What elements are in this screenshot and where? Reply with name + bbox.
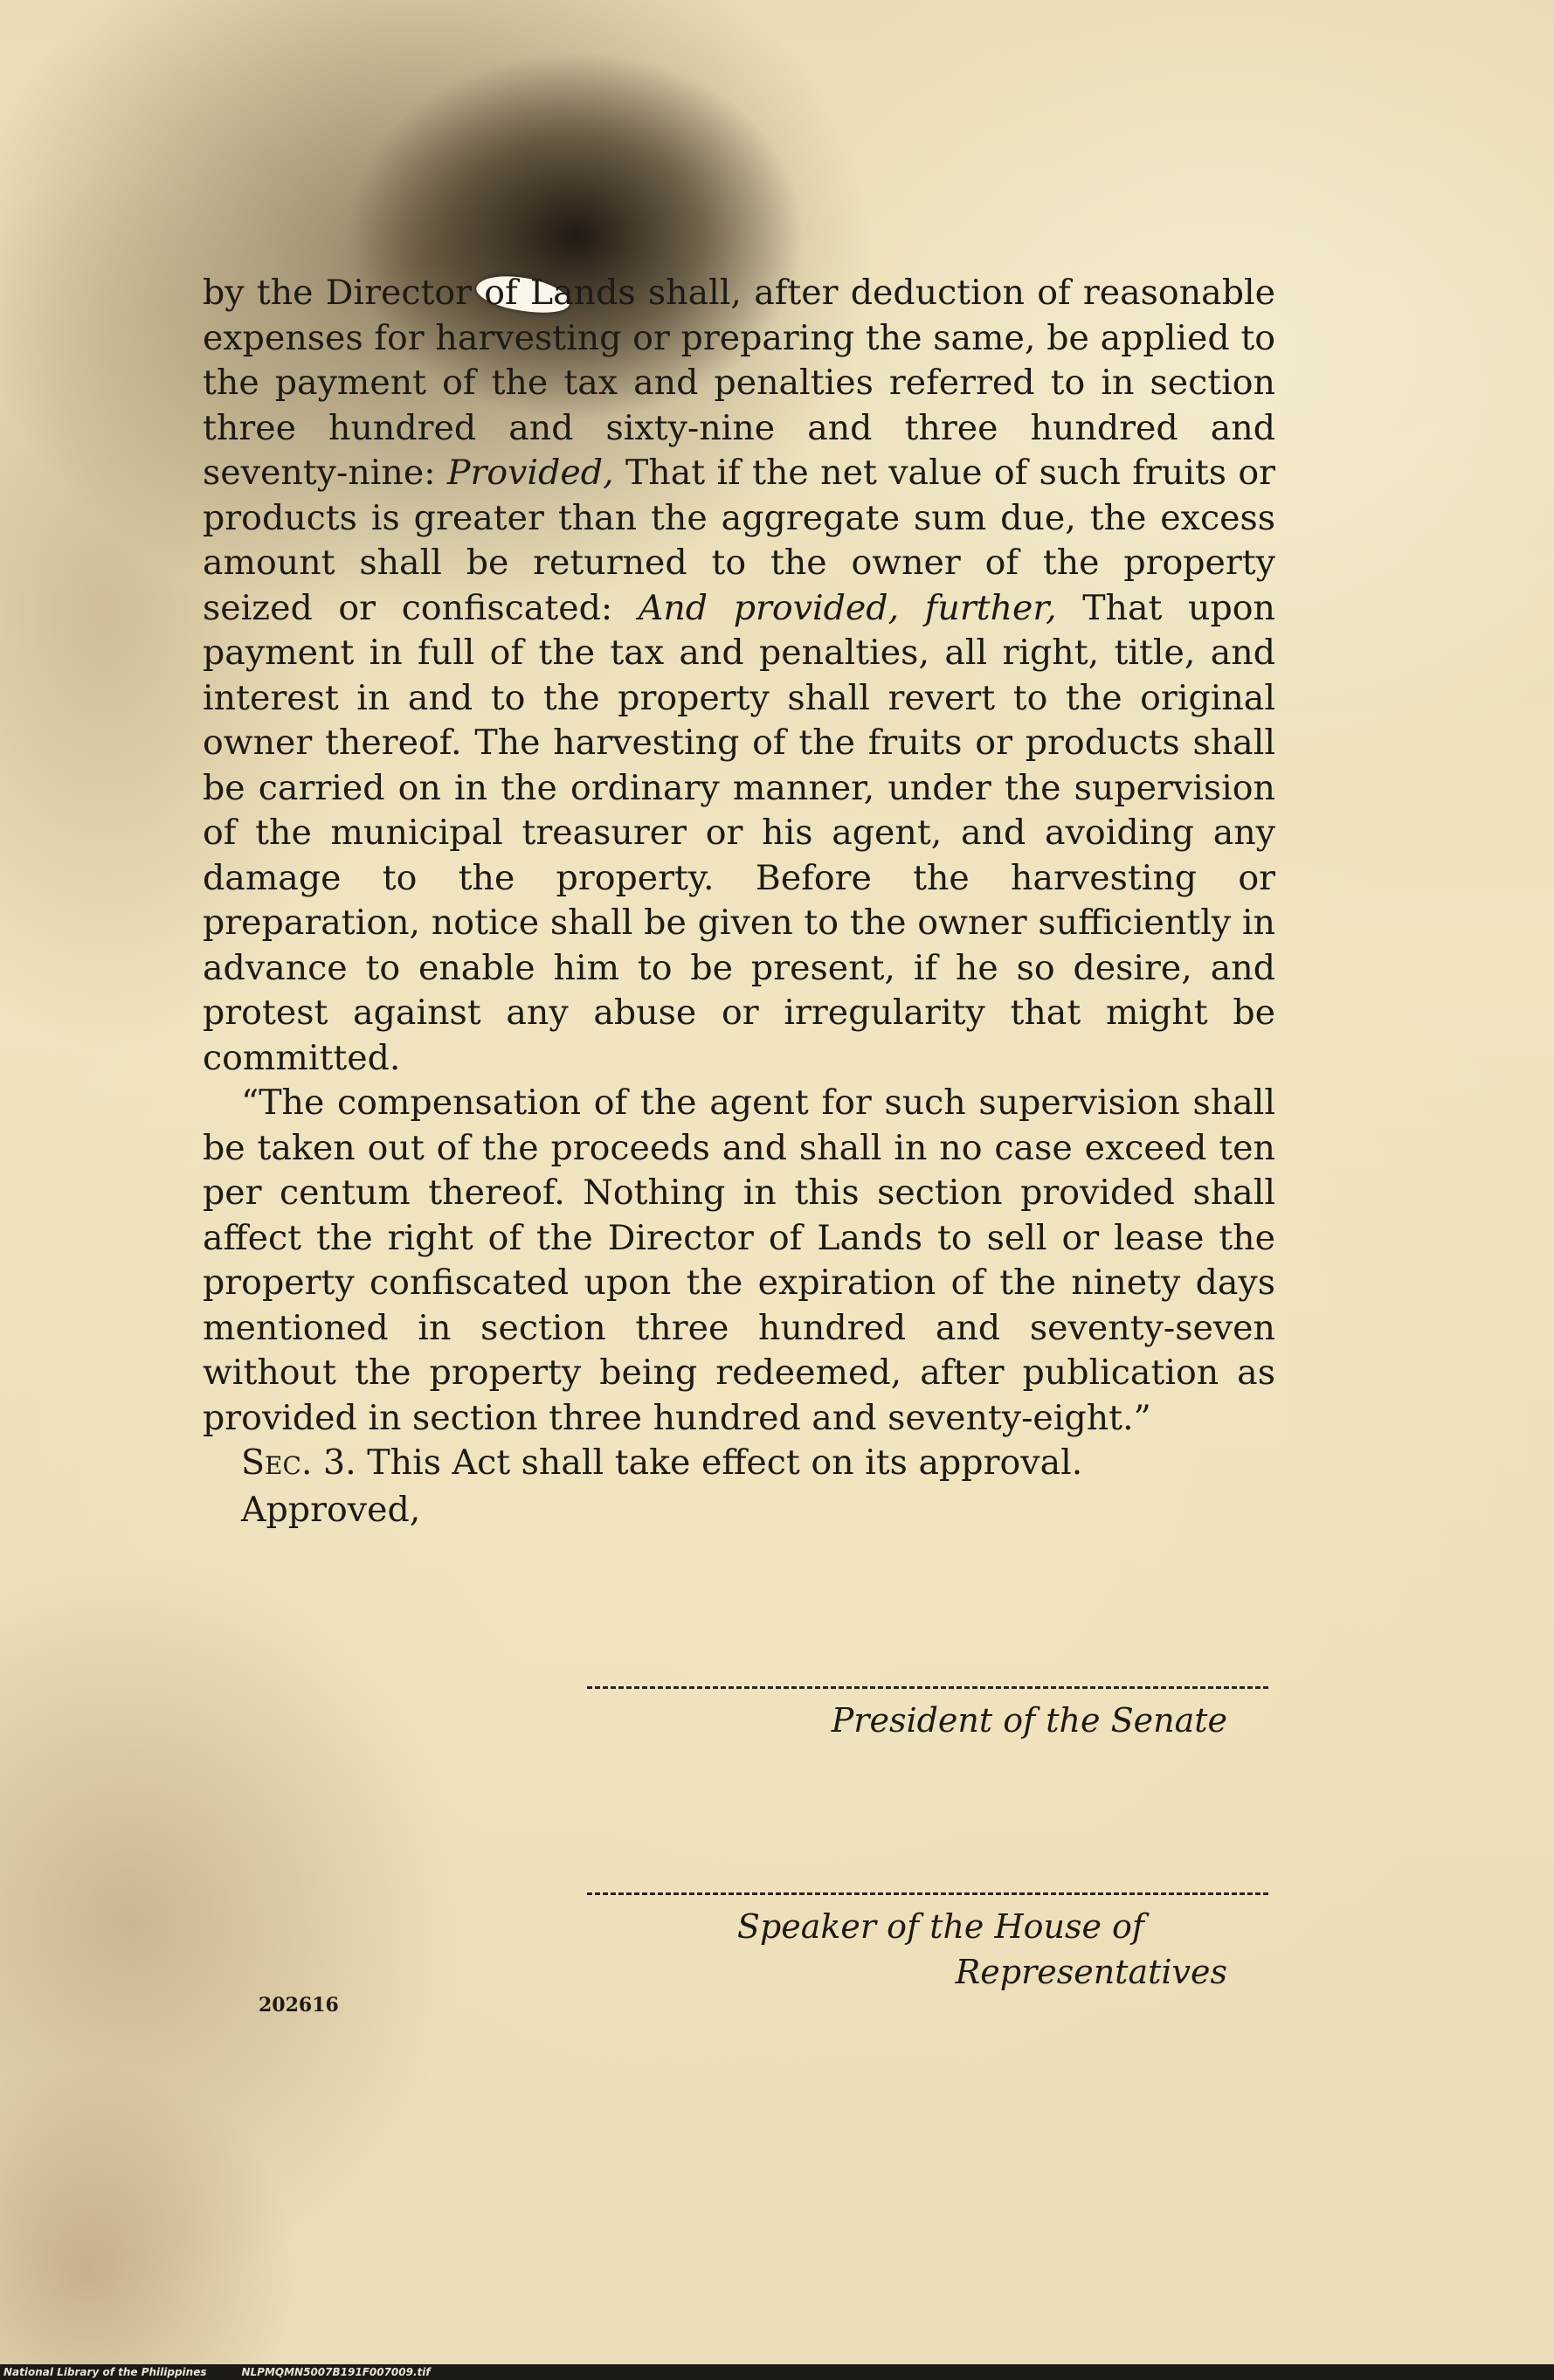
paragraph-compensation: “The compensation of the agent for such supervision shall be taken out of the proceeds and shall in no case exceed ten per centum thereof. Nothing in this section provided shall affect the right of the Director of Lands to sell or lease the property confiscated upon the expiration of the ninety days mentioned in section three hundred and seventy-seven without the property being redeemed, after publication as provided in section three hundred and seventy-eight.” xyxy=(203,1083,1275,1438)
section-label: Sec. 3. xyxy=(241,1443,356,1483)
text-run: This Act shall take effect on its approval. xyxy=(367,1443,1083,1483)
text-run: That upon payment in full of the tax and penalties, all right, title, and interest in and to the property shall revert to the original owner thereof. The harvesting of the fruits or products shall be carried on in the ordinary manner, under the supervision of the municipal treasurer or his agent, and avoiding any damage to the property. Before the harvesting or preparation, notice shall be given to the owner sufficiently in advance to enable him to be present, if he so desire, and protest against any abuse or irregularity that might be committed. xyxy=(203,587,1275,1078)
text-run: That if the net value of such fruits or products is greater than the aggregate sum due, the excess amount shall be returned to the owner of the property seized or confiscated: xyxy=(203,453,1275,628)
signature-title-house-line1: Speaker of the House of xyxy=(736,1907,1144,1946)
document-number: 202616 xyxy=(259,1994,339,2017)
approved-label: Approved, xyxy=(241,1489,421,1530)
signature-title-house-line2: Representatives xyxy=(955,1953,1227,1991)
paragraph-section-3 xyxy=(203,1441,1275,1486)
footer-library: National Library of the Philippines xyxy=(3,2366,207,2378)
body-text xyxy=(203,271,1275,1532)
signature-title-senate: President of the Senate xyxy=(831,1701,1227,1740)
signature-line-house xyxy=(587,1892,1268,1895)
text-run-italic: And provided, further, xyxy=(638,587,1057,628)
text-run: by the Director of Lands shall, after deduction of reasonable expenses for harvesting or preparing the same, be applied to the payment of the tax and penalties referred to in section three hundred and sixty-nine and three hundred and seventy-nine: xyxy=(203,273,1275,493)
text-run-italic: Provided, xyxy=(446,453,614,493)
archive-footer xyxy=(0,2364,1554,2380)
signature-line-senate xyxy=(587,1686,1268,1689)
paragraph-continuation xyxy=(203,271,1275,1081)
footer-filename: NLPMQMN5007B191F007009.tif xyxy=(241,2366,431,2378)
